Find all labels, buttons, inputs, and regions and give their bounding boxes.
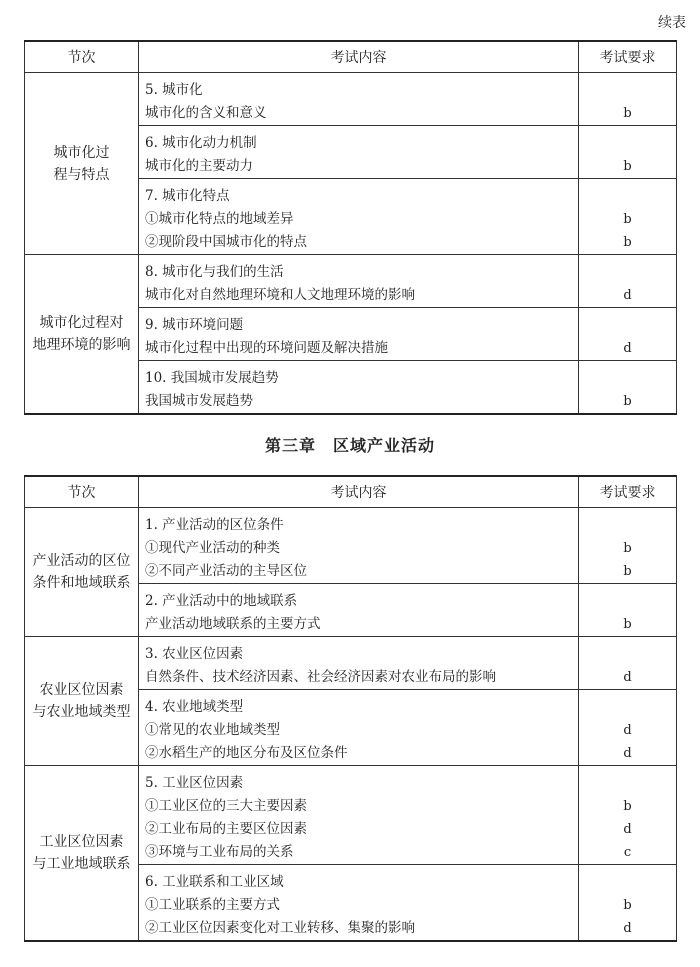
content-cell <box>139 690 579 766</box>
requirement-level <box>579 772 676 795</box>
content-cell <box>139 637 579 690</box>
topic-detail: ②水稻生产的地区分布及区位条件 <box>145 745 348 761</box>
requirement-level <box>579 590 676 613</box>
requirement-level: d <box>623 723 632 738</box>
requirement-level: b <box>623 235 632 250</box>
table-body <box>25 73 677 415</box>
topic-title: 4. 农业地域类型 <box>145 699 244 715</box>
topic-detail: 城市化过程中出现的环境问题及解决措施 <box>145 340 388 356</box>
header-content: 考试内容 <box>139 41 579 73</box>
requirement-level: b <box>623 212 632 227</box>
requirement-level: b <box>623 394 632 409</box>
topic-title: 5. 工业区位因素 <box>145 775 244 791</box>
content-cell <box>139 361 579 415</box>
requirement-cell <box>579 766 677 865</box>
section-label: 城市化过 <box>53 144 110 161</box>
requirement-level: d <box>623 341 632 356</box>
requirement-cell <box>579 637 677 690</box>
requirement-level: b <box>623 617 632 632</box>
topic-detail: ②工业区位因素变化对工业转移、集聚的影响 <box>145 920 415 936</box>
topic-detail: 产业活动地域联系的主要方式 <box>145 616 321 632</box>
requirement-cell <box>579 255 677 308</box>
section-label: 条件和地域联系 <box>32 575 131 591</box>
requirement-level: b <box>623 898 632 913</box>
table-row <box>25 766 677 865</box>
table-row <box>25 73 677 126</box>
header-section: 节次 <box>25 41 139 73</box>
requirement-level <box>579 261 676 284</box>
header-content: 考试内容 <box>139 476 579 508</box>
requirement-cell <box>579 179 677 255</box>
requirement-cell <box>579 865 677 942</box>
requirement-level: b <box>623 564 632 579</box>
topic-detail: ②现阶段中国城市化的特点 <box>145 234 307 250</box>
topic-title: 6. 工业联系和工业区域 <box>145 874 284 890</box>
content-cell <box>139 766 579 865</box>
requirement-level: b <box>623 159 632 174</box>
section-label: 程与特点 <box>53 166 110 183</box>
requirement-cell <box>579 361 677 415</box>
topic-detail: ①工业联系的主要方式 <box>145 897 280 913</box>
topic-title: 6. 城市化动力机制 <box>145 135 257 151</box>
topic-detail: ①现代产业活动的种类 <box>145 540 280 556</box>
requirement-level: b <box>623 541 632 556</box>
requirement-level <box>579 132 676 155</box>
header-requirement: 考试要求 <box>579 476 677 508</box>
topic-title: 10. 我国城市发展趋势 <box>145 370 279 386</box>
requirement-level <box>579 696 676 719</box>
section-label: 产业活动的区位 <box>32 553 131 569</box>
requirement-level <box>579 514 676 537</box>
header-requirement: 考试要求 <box>579 41 677 73</box>
content-cell <box>139 179 579 255</box>
requirement-cell <box>579 584 677 637</box>
exam-table-continued <box>24 40 677 415</box>
topic-title: 9. 城市环境问题 <box>145 317 244 333</box>
topic-detail: 城市化的含义和意义 <box>145 105 267 121</box>
requirement-level: b <box>623 106 632 121</box>
content-cell <box>139 73 579 126</box>
table-row <box>25 637 677 690</box>
topic-detail: ①工业区位的三大主要因素 <box>145 798 307 814</box>
requirement-cell <box>579 308 677 361</box>
topic-title: 8. 城市化与我们的生活 <box>145 264 284 280</box>
requirement-cell <box>579 73 677 126</box>
requirement-cell <box>579 690 677 766</box>
topic-title: 7. 城市化特点 <box>145 188 230 204</box>
exam-table-chapter3 <box>24 475 677 942</box>
topic-title: 3. 农业区位因素 <box>145 646 244 662</box>
content-cell <box>139 508 579 584</box>
topic-detail: ①城市化特点的地域差异 <box>145 211 294 227</box>
topic-title: 5. 城市化 <box>145 82 203 98</box>
section-label: 农业区位因素 <box>39 682 124 698</box>
header-section: 节次 <box>25 476 139 508</box>
continued-label: 续表 <box>658 15 686 31</box>
requirement-level <box>579 871 676 894</box>
topic-detail: 自然条件、技术经济因素、社会经济因素对农业布局的影响 <box>145 669 496 685</box>
content-cell <box>139 584 579 637</box>
requirement-level: b <box>623 799 632 814</box>
section-label: 城市化过程对 <box>39 315 124 331</box>
content-cell <box>139 308 579 361</box>
topic-detail: 城市化的主要动力 <box>145 158 253 174</box>
section-cell <box>25 255 139 415</box>
chapter-title: 第三章 区域产业活动 <box>264 436 435 455</box>
table-row <box>25 508 677 584</box>
content-cell <box>139 865 579 942</box>
requirement-level: d <box>623 921 632 936</box>
requirement-level <box>579 185 676 208</box>
topic-title: 2. 产业活动中的地域联系 <box>145 593 298 609</box>
topic-detail: 城市化对自然地理环境和人文地理环境的影响 <box>145 287 415 303</box>
topic-detail: ①常见的农业地域类型 <box>145 722 280 738</box>
requirement-level: d <box>623 746 632 761</box>
table-header-row <box>25 41 677 73</box>
requirement-level <box>579 643 676 666</box>
content-cell <box>139 255 579 308</box>
requirement-level: d <box>623 822 632 837</box>
table-body <box>25 508 677 942</box>
section-cell <box>25 508 139 637</box>
topic-detail: ②不同产业活动的主导区位 <box>145 563 307 579</box>
requirement-level <box>579 367 676 390</box>
topic-title: 1. 产业活动的区位条件 <box>145 517 284 533</box>
requirement-cell <box>579 126 677 179</box>
topic-detail: 我国城市发展趋势 <box>145 393 253 409</box>
topic-detail: ③环境与工业布局的关系 <box>145 844 294 860</box>
section-label: 与工业地域联系 <box>32 856 131 872</box>
requirement-level <box>579 79 676 102</box>
section-cell <box>25 73 139 255</box>
content-cell <box>139 126 579 179</box>
requirement-cell <box>579 508 677 584</box>
table-row <box>25 255 677 308</box>
section-label: 与农业地域类型 <box>32 704 131 720</box>
table-header-row <box>25 476 677 508</box>
requirement-level: d <box>623 288 632 303</box>
topic-detail: ②工业布局的主要区位因素 <box>145 821 307 837</box>
section-label: 地理环境的影响 <box>32 337 131 353</box>
requirement-level: c <box>623 845 632 860</box>
section-cell <box>25 766 139 942</box>
section-cell <box>25 637 139 766</box>
section-label: 工业区位因素 <box>39 834 124 850</box>
requirement-level: d <box>623 670 632 685</box>
requirement-level <box>579 314 676 337</box>
